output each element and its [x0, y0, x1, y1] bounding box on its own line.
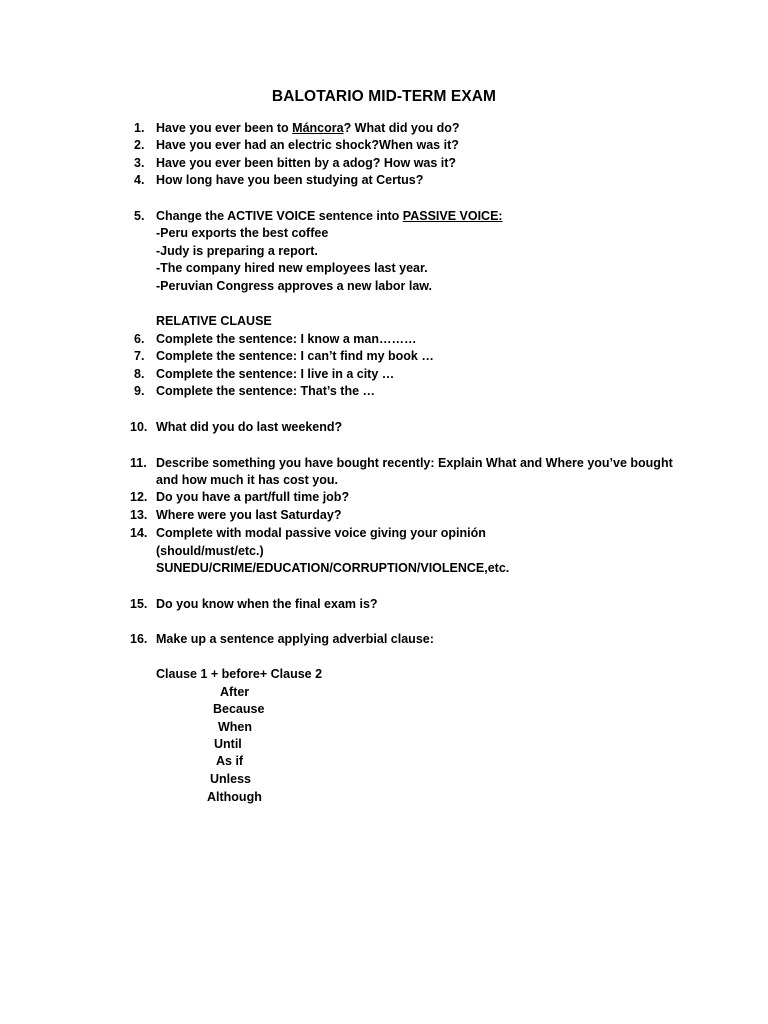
question-2: Have you ever had an electric shock?When was it?: [156, 138, 459, 152]
question-6: Complete the sentence: I know a man………: [156, 332, 417, 346]
sentence-item: -Peruvian Congress approves a new labor law.: [156, 279, 433, 293]
question-number: 14.: [130, 526, 148, 540]
question-1: [156, 120, 460, 136]
question-11-continuation: and how much it has cost you.: [156, 473, 338, 487]
question-14-topics: SUNEDU/CRIME/EDUCATION/CORRUPTION/VIOLENCE,etc.: [156, 561, 510, 575]
question-16: Make up a sentence applying adverbial clause:: [156, 632, 434, 646]
question-text: ? What did you do?: [343, 121, 460, 135]
conjunction-item: Unless: [210, 772, 251, 786]
question-number: 2.: [134, 138, 145, 152]
question-number: 11.: [130, 456, 147, 470]
sentence-item: -Judy is preparing a report.: [156, 244, 318, 258]
sentence-item: -The company hired new employees last year.: [156, 261, 428, 275]
sentence-item: -Peru exports the best coffee: [156, 226, 329, 240]
question-number: 12.: [130, 490, 148, 504]
question-number: 10.: [130, 420, 148, 434]
question-number: 8.: [134, 367, 145, 381]
clause-formula: Clause 1 + before+ Clause 2: [156, 667, 323, 681]
question-12: Do you have a part/full time job?: [156, 490, 350, 504]
question-number: 5.: [134, 209, 145, 223]
question-text: Have you ever been to: [156, 121, 293, 135]
question-4: How long have you been studying at Certus?: [156, 173, 424, 187]
question-7: Complete the sentence: I can’t find my book …: [156, 349, 434, 363]
question-3: Have you ever been bitten by a adog? How was it?: [156, 156, 457, 170]
section-heading: RELATIVE CLAUSE: [156, 314, 272, 328]
question-number: 3.: [134, 156, 145, 170]
question-number: 6.: [134, 332, 145, 346]
question-15: Do you know when the final exam is?: [156, 597, 378, 611]
question-number: 4.: [134, 173, 145, 187]
question-8: Complete the sentence: I live in a city …: [156, 367, 395, 381]
conjunction-item: As if: [216, 754, 244, 768]
question-number: 16.: [130, 632, 148, 646]
question-5: [156, 208, 503, 224]
conjunction-item: After: [220, 685, 250, 699]
conjunction-item: Because: [213, 702, 265, 716]
question-number: 1.: [134, 121, 145, 135]
question-14-continuation: (should/must/etc.): [156, 544, 264, 558]
question-13: Where were you last Saturday?: [156, 508, 342, 522]
underlined-place: Máncora: [292, 121, 344, 135]
conjunction-item: When: [218, 720, 253, 734]
question-number: 13.: [130, 508, 148, 522]
underlined-keyword: PASSIVE VOICE:: [402, 209, 503, 223]
question-9: Complete the sentence: That’s the …: [156, 384, 376, 398]
question-11: Describe something you have bought recently: Explain What and Where you’ve bought: [156, 456, 673, 470]
question-number: 7.: [134, 349, 145, 363]
question-number: 9.: [134, 384, 145, 398]
question-text: Change the ACTIVE VOICE sentence into: [156, 209, 403, 223]
conjunction-item: Until: [214, 737, 242, 751]
question-number: 15.: [130, 597, 148, 611]
question-14: Complete with modal passive voice giving your opinión: [156, 526, 486, 540]
conjunction-item: Although: [207, 790, 262, 804]
page-title: BALOTARIO MID-TERM EXAM: [271, 88, 497, 105]
question-10: What did you do last weekend?: [156, 420, 343, 434]
